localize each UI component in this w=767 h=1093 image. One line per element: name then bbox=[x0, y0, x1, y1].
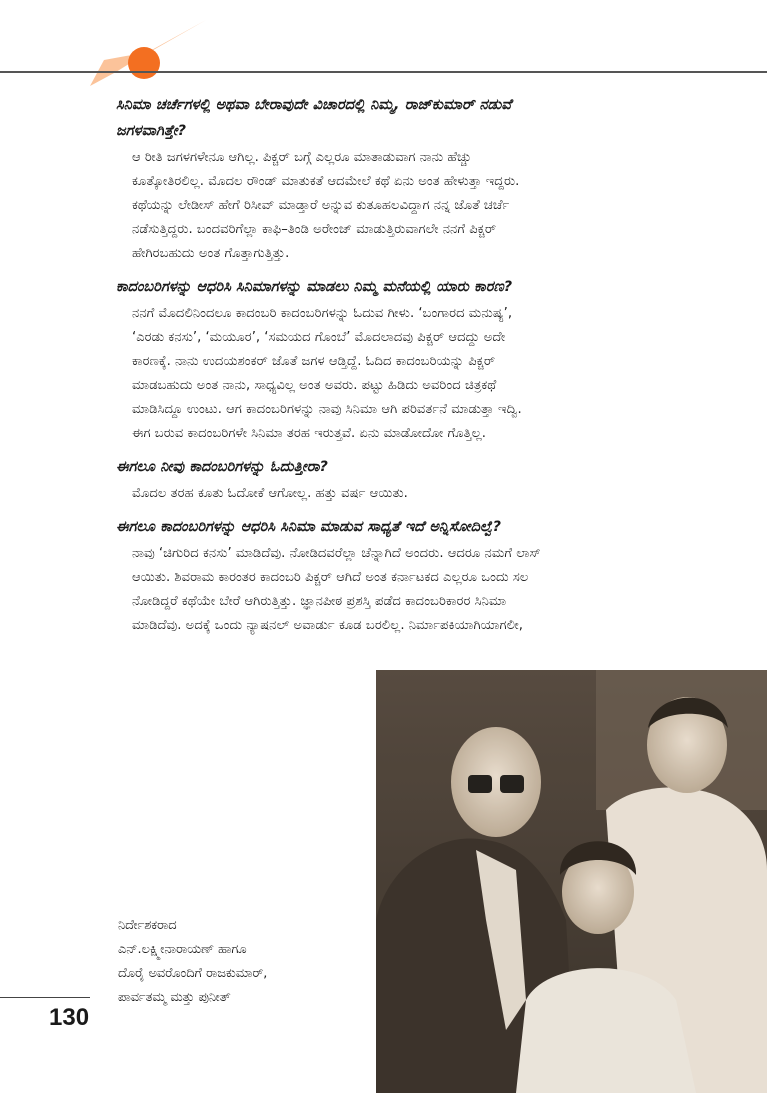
answer-2: ನನಗೆ ಮೊದಲಿನಿಂದಲೂ ಕಾದಂಬರಿ ಕಾದಂಬರಿಗಳನ್ನು ಓದುವ ಗೀಳು. ‘ಬಂಗಾರದ ಮನುಷ್ಯ’, ‘ಎರಡು ಕನಸು’, ‘ಮಯೂರ’, ‘ಸಮಯದ ಗೊಂಬೆ’ ಮೊದಲಾದವು ಪಿಕ್ಚರ್ ಆದದ್ದು ಅದೇ ಕಾರಣಕ್ಕೆ. ನಾನು ಉದಯಶಂಕರ್ ಜೊತೆ ಜಗಳ ಆಡ್ತಿದ್ದೆ. ಓದಿದ ಕಾದಂಬರಿಯನ್ನು ಪಿಕ್ಚರ್ ಮಾಡಬಹುದು ಅಂತ ನಾನು, ಸಾಧ್ಯವಿಲ್ಲ ಅಂತ ಅವರು. ಪಟ್ಟು ಹಿಡಿದು ಅವರಿಂದ ಚಿತ್ರಕಥೆ ಮಾಡಿಸಿದ್ದೂ ಉಂಟು. ಆಗ ಕಾದಂಬರಿಗಳನ್ನು ನಾವು ಸಿನಿಮಾ ಆಗಿ ಪರಿವರ್ತನೆ ಮಾಡುತ್ತಾ ಇದ್ವಿ. ಈಗ ಬರುವ ಕಾದಂಬರಿಗಳೇ ಸಿನಿಮಾ ತರಹ ಇರುತ್ತವೆ. ಏನು ಮಾಡೋದೋ ಗೊತ್ತಿಲ್ಲ. bbox=[132, 306, 522, 441]
qa-block bbox=[116, 514, 682, 638]
question-4: ಈಗಲೂ ಕಾದಂಬರಿಗಳನ್ನು ಆಧರಿಸಿ ಸಿನಿಮಾ ಮಾಡುವ ಸಾಧ್ಯತೆ ಇದೆ ಅನ್ನಿಸೋದಿಲ್ವೆ? bbox=[116, 519, 502, 535]
question-3: ಈಗಲೂ ನೀವು ಕಾದಂಬರಿಗಳನ್ನು ಓದುತ್ತೀರಾ? bbox=[116, 459, 328, 475]
corner-ornament bbox=[86, 20, 210, 90]
question-1: ಸಿನಿಮಾ ಚರ್ಚೆಗಳಲ್ಲಿ ಅಥವಾ ಬೇರಾವುದೇ ವಿಚಾರದಲ್ಲಿ ನಿಮ್ಮ, ರಾಜ್‌ಕುಮಾರ್ ನಡುವೆ ಜಗಳವಾಗಿತ್ತೇ? bbox=[116, 97, 512, 139]
group-photo bbox=[376, 670, 767, 1093]
answer-3: ಮೊದಲ ತರಹ ಕೂತು ಓದೋಕೆ ಆಗೋಲ್ಲ. ಹತ್ತು ವರ್ಷ ಆಯಿತು. bbox=[132, 486, 408, 501]
orange-dot-shape bbox=[128, 47, 160, 79]
footer-rule bbox=[0, 997, 90, 998]
qa-block bbox=[116, 274, 682, 446]
qa-block bbox=[116, 454, 682, 506]
top-rule bbox=[0, 71, 767, 73]
answer-4: ನಾವು ‘ಚಿಗುರಿದ ಕನಸು’ ಮಾಡಿದೆವು. ನೋಡಿದವರೆಲ್ಲಾ ಚೆನ್ನಾಗಿದೆ ಅಂದರು. ಆದರೂ ನಮಗೆ ಲಾಸ್ ಆಯಿತು. ಶಿವರಾಮ ಕಾರಂತರ ಕಾದಂಬರಿ ಪಿಕ್ಚರ್ ಆಗಿದೆ ಅಂತ ಕರ್ನಾಟಕದ ಎಲ್ಲರೂ ಒಂದು ಸಲ ನೋಡಿದ್ದರೆ ಕಥೆಯೇ ಬೇರೆ ಆಗಿರುತ್ತಿತ್ತು. ಜ್ಞಾನಪೀಠ ಪ್ರಶಸ್ತಿ ಪಡೆದ ಕಾದಂಬರಿಕಾರರ ಸಿನಿಮಾ ಮಾಡಿದೆವು. ಅದಕ್ಕೆ ಒಂದು ನ್ಯಾಷನಲ್ ಅವಾರ್ಡು ಕೂಡ ಬರಲಿಲ್ಲ. ನಿರ್ಮಾಪಕಿಯಾಗಿಯಾಗಲೀ, bbox=[132, 546, 541, 633]
interview-text bbox=[116, 92, 682, 646]
photo-caption: ನಿರ್ದೇಶಕರಾದ ಎನ್.ಲಕ್ಷ್ಮೀನಾರಾಯಣ್ ಹಾಗೂ ದೊರೈ ಅವರೊಂದಿಗೆ ರಾಜಕುಮಾರ್, ಪಾರ್ವತಮ್ಮ ಮತ್ತು ಪುನೀತ್ bbox=[118, 918, 268, 1005]
answer-1: ಆ ರೀತಿ ಜಗಳಗಳೇನೂ ಆಗಿಲ್ಲ. ಪಿಕ್ಚರ್ ಬಗ್ಗೆ ಎಲ್ಲರೂ ಮಾತಾಡುವಾಗ ನಾನು ಹೆಚ್ಚು ಕೂತ್ಕೋತಿರಲಿಲ್ಲ. ಮೊದಲ ರೌಂಡ್ ಮಾತುಕತೆ ಆದಮೇಲೆ ಕಥೆ ಏನು ಅಂತ ಹೇಳುತ್ತಾ ಇದ್ದರು. ಕಥೆಯನ್ನು ಲೇಡೀಸ್ ಹೇಗೆ ರಿಸೀವ್ ಮಾಡ್ತಾರೆ ಅನ್ನುವ ಕುತೂಹಲವಿದ್ದಾಗ ನನ್ನ ಜೊತೆ ಚರ್ಚೆ ನಡೆಸುತ್ತಿದ್ದರು. ಬಂದವರಿಗೆಲ್ಲಾ ಕಾಫಿ–ತಿಂಡಿ ಅರೇಂಜ್ ಮಾಡುತ್ತಿರುವಾಗಲೇ ನನಗೆ ಪಿಕ್ಚರ್ ಹೇಗಿರಬಹುದು ಅಂತ ಗೊತ್ತಾಗುತ್ತಿತ್ತು. bbox=[132, 150, 520, 261]
qa-block bbox=[116, 92, 682, 266]
page-number: 130 bbox=[49, 1004, 90, 1031]
question-2: ಕಾದಂಬರಿಗಳನ್ನು ಆಧರಿಸಿ ಸಿನಿಮಾಗಳನ್ನು ಮಾಡಲು ನಿಮ್ಮ ಮನೆಯಲ್ಲಿ ಯಾರು ಕಾರಣ? bbox=[116, 279, 513, 295]
